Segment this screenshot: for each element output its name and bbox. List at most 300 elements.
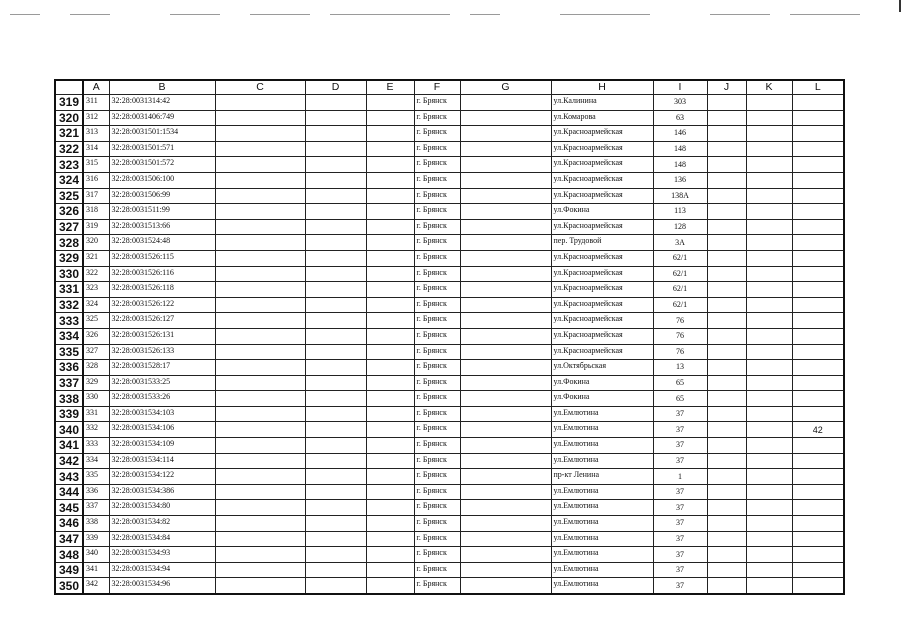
cell-k bbox=[746, 438, 792, 454]
cell-e bbox=[366, 235, 414, 251]
cell-d bbox=[305, 578, 366, 594]
table-row bbox=[55, 578, 844, 594]
cell-e bbox=[366, 531, 414, 547]
row-number: 333 bbox=[55, 313, 83, 329]
column-header-g: G bbox=[460, 80, 551, 95]
cell-d bbox=[305, 469, 366, 485]
cell-i: 65 bbox=[653, 375, 707, 391]
cell-d bbox=[305, 438, 366, 454]
cell-b: 32:28:0031534:114 bbox=[109, 453, 215, 469]
cell-k bbox=[746, 484, 792, 500]
cell-g bbox=[460, 235, 551, 251]
column-header-a: A bbox=[83, 80, 109, 95]
cell-f: г. Брянск bbox=[414, 531, 460, 547]
column-header-k: K bbox=[746, 80, 792, 95]
cell-a: 322 bbox=[83, 266, 109, 282]
cell-d bbox=[305, 313, 366, 329]
cell-k bbox=[746, 157, 792, 173]
cell-a: 334 bbox=[83, 453, 109, 469]
cell-k bbox=[746, 141, 792, 157]
cell-i: 37 bbox=[653, 500, 707, 516]
cell-l bbox=[792, 126, 844, 142]
cell-h: ул.Емлютина bbox=[551, 547, 653, 563]
cell-b: 32:28:0031533:25 bbox=[109, 375, 215, 391]
cell-a: 311 bbox=[83, 95, 109, 111]
cell-l bbox=[792, 141, 844, 157]
cell-a: 330 bbox=[83, 391, 109, 407]
cell-d bbox=[305, 188, 366, 204]
cell-e bbox=[366, 578, 414, 594]
table-row bbox=[55, 531, 844, 547]
cell-l bbox=[792, 531, 844, 547]
column-header-row bbox=[55, 80, 844, 95]
cell-b: 32:28:0031526:116 bbox=[109, 266, 215, 282]
table-row bbox=[55, 141, 844, 157]
cell-g bbox=[460, 562, 551, 578]
cell-g bbox=[460, 204, 551, 220]
cell-e bbox=[366, 95, 414, 111]
cell-e bbox=[366, 219, 414, 235]
cell-i: 76 bbox=[653, 344, 707, 360]
cell-i: 63 bbox=[653, 110, 707, 126]
cell-f: г. Брянск bbox=[414, 172, 460, 188]
row-number: 350 bbox=[55, 578, 83, 594]
cell-h: ул.Фокина bbox=[551, 391, 653, 407]
cell-i: 37 bbox=[653, 422, 707, 438]
cell-h: ул.Емлютина bbox=[551, 453, 653, 469]
row-number: 330 bbox=[55, 266, 83, 282]
cell-k bbox=[746, 235, 792, 251]
cell-c bbox=[215, 250, 305, 266]
cell-c bbox=[215, 282, 305, 298]
cell-c bbox=[215, 297, 305, 313]
row-number: 321 bbox=[55, 126, 83, 142]
column-header-i: I bbox=[653, 80, 707, 95]
cell-a: 313 bbox=[83, 126, 109, 142]
cell-l bbox=[792, 235, 844, 251]
cell-c bbox=[215, 235, 305, 251]
cell-a: 332 bbox=[83, 422, 109, 438]
cell-f: г. Брянск bbox=[414, 328, 460, 344]
cell-e bbox=[366, 172, 414, 188]
table-row bbox=[55, 126, 844, 142]
row-number: 339 bbox=[55, 406, 83, 422]
cell-g bbox=[460, 500, 551, 516]
cell-b: 32:28:0031526:131 bbox=[109, 328, 215, 344]
table-row bbox=[55, 266, 844, 282]
cell-e bbox=[366, 516, 414, 532]
table-row bbox=[55, 188, 844, 204]
row-number: 324 bbox=[55, 172, 83, 188]
cell-d bbox=[305, 297, 366, 313]
cell-j bbox=[707, 547, 746, 563]
cell-j bbox=[707, 531, 746, 547]
cell-k bbox=[746, 391, 792, 407]
cell-h: ул.Октябрьская bbox=[551, 360, 653, 376]
cell-j bbox=[707, 282, 746, 298]
cell-h: ул.Красноармейская bbox=[551, 141, 653, 157]
cell-g bbox=[460, 531, 551, 547]
cell-c bbox=[215, 360, 305, 376]
cell-i: 65 bbox=[653, 391, 707, 407]
cell-b: 32:28:0031526:127 bbox=[109, 313, 215, 329]
cell-g bbox=[460, 516, 551, 532]
cell-f: г. Брянск bbox=[414, 110, 460, 126]
cell-b: 32:28:0031501:572 bbox=[109, 157, 215, 173]
table-row bbox=[55, 484, 844, 500]
cell-h: ул.Калинина bbox=[551, 95, 653, 111]
cell-g bbox=[460, 484, 551, 500]
cell-j bbox=[707, 204, 746, 220]
cell-l bbox=[792, 266, 844, 282]
cell-a: 320 bbox=[83, 235, 109, 251]
cell-k bbox=[746, 95, 792, 111]
cell-j bbox=[707, 406, 746, 422]
cell-e bbox=[366, 157, 414, 173]
cell-g bbox=[460, 422, 551, 438]
cell-j bbox=[707, 344, 746, 360]
cell-l bbox=[792, 562, 844, 578]
cell-a: 339 bbox=[83, 531, 109, 547]
cell-j bbox=[707, 188, 746, 204]
cell-c bbox=[215, 110, 305, 126]
row-number: 326 bbox=[55, 204, 83, 220]
cell-c bbox=[215, 531, 305, 547]
cell-f: г. Брянск bbox=[414, 578, 460, 594]
cell-k bbox=[746, 219, 792, 235]
table-row bbox=[55, 204, 844, 220]
cell-d bbox=[305, 172, 366, 188]
cell-l bbox=[792, 391, 844, 407]
cell-d bbox=[305, 391, 366, 407]
cell-h: ул.Фокина bbox=[551, 204, 653, 220]
cell-e bbox=[366, 282, 414, 298]
cell-g bbox=[460, 406, 551, 422]
cell-d bbox=[305, 219, 366, 235]
cell-g bbox=[460, 547, 551, 563]
cell-a: 337 bbox=[83, 500, 109, 516]
column-header-l: L bbox=[792, 80, 844, 95]
cell-l bbox=[792, 328, 844, 344]
table-row bbox=[55, 562, 844, 578]
cell-l bbox=[792, 95, 844, 111]
cell-c bbox=[215, 578, 305, 594]
cell-g bbox=[460, 360, 551, 376]
cell-i: 76 bbox=[653, 313, 707, 329]
cell-e bbox=[366, 204, 414, 220]
cell-k bbox=[746, 547, 792, 563]
cell-a: 331 bbox=[83, 406, 109, 422]
table-row bbox=[55, 172, 844, 188]
cell-e bbox=[366, 188, 414, 204]
cell-d bbox=[305, 562, 366, 578]
cell-b: 32:28:0031526:122 bbox=[109, 297, 215, 313]
cell-b: 32:28:0031524:48 bbox=[109, 235, 215, 251]
cell-h: ул.Комарова bbox=[551, 110, 653, 126]
cell-d bbox=[305, 547, 366, 563]
cell-l bbox=[792, 172, 844, 188]
cell-f: г. Брянск bbox=[414, 313, 460, 329]
cell-a: 316 bbox=[83, 172, 109, 188]
cell-k bbox=[746, 453, 792, 469]
cell-h: ул.Красноармейская bbox=[551, 172, 653, 188]
cell-g bbox=[460, 95, 551, 111]
cell-b: 32:28:0031534:93 bbox=[109, 547, 215, 563]
cell-c bbox=[215, 344, 305, 360]
row-number: 340 bbox=[55, 422, 83, 438]
cell-g bbox=[460, 266, 551, 282]
cell-i: 62/1 bbox=[653, 282, 707, 298]
cell-b: 32:28:0031534:386 bbox=[109, 484, 215, 500]
cell-j bbox=[707, 469, 746, 485]
cell-l bbox=[792, 110, 844, 126]
cell-f: г. Брянск bbox=[414, 266, 460, 282]
cell-j bbox=[707, 235, 746, 251]
cell-g bbox=[460, 219, 551, 235]
cell-l bbox=[792, 204, 844, 220]
cell-c bbox=[215, 172, 305, 188]
cell-f: г. Брянск bbox=[414, 547, 460, 563]
cell-f: г. Брянск bbox=[414, 500, 460, 516]
cell-e bbox=[366, 562, 414, 578]
cell-l bbox=[792, 282, 844, 298]
row-number: 322 bbox=[55, 141, 83, 157]
cell-j bbox=[707, 328, 746, 344]
cell-l bbox=[792, 500, 844, 516]
cell-b: 32:28:0031526:118 bbox=[109, 282, 215, 298]
table-row bbox=[55, 406, 844, 422]
cell-c bbox=[215, 562, 305, 578]
cell-c bbox=[215, 516, 305, 532]
cell-d bbox=[305, 110, 366, 126]
cell-j bbox=[707, 126, 746, 142]
cell-h: ул.Емлютина bbox=[551, 531, 653, 547]
cell-l bbox=[792, 219, 844, 235]
cell-j bbox=[707, 250, 746, 266]
cell-e bbox=[366, 453, 414, 469]
row-number: 328 bbox=[55, 235, 83, 251]
cell-g bbox=[460, 250, 551, 266]
row-number: 329 bbox=[55, 250, 83, 266]
cell-j bbox=[707, 578, 746, 594]
cell-j bbox=[707, 391, 746, 407]
cell-c bbox=[215, 126, 305, 142]
cell-g bbox=[460, 141, 551, 157]
cell-h: ул.Емлютина bbox=[551, 438, 653, 454]
cell-a: 338 bbox=[83, 516, 109, 532]
cell-d bbox=[305, 484, 366, 500]
scan-noise bbox=[0, 14, 905, 18]
cell-g bbox=[460, 313, 551, 329]
cell-g bbox=[460, 110, 551, 126]
table-row bbox=[55, 328, 844, 344]
cell-a: 315 bbox=[83, 157, 109, 173]
cell-d bbox=[305, 500, 366, 516]
cell-d bbox=[305, 406, 366, 422]
cell-h: пр-кт Ленина bbox=[551, 469, 653, 485]
table-row bbox=[55, 219, 844, 235]
cell-i: 37 bbox=[653, 406, 707, 422]
cell-f: г. Брянск bbox=[414, 453, 460, 469]
cell-k bbox=[746, 204, 792, 220]
cell-g bbox=[460, 328, 551, 344]
cell-k bbox=[746, 282, 792, 298]
cell-g bbox=[460, 344, 551, 360]
table-row bbox=[55, 235, 844, 251]
cell-e bbox=[366, 328, 414, 344]
cell-i: 37 bbox=[653, 484, 707, 500]
cell-b: 32:28:0031534:96 bbox=[109, 578, 215, 594]
row-number: 334 bbox=[55, 328, 83, 344]
cell-k bbox=[746, 500, 792, 516]
cell-a: 321 bbox=[83, 250, 109, 266]
cell-e bbox=[366, 360, 414, 376]
table-row bbox=[55, 469, 844, 485]
cell-k bbox=[746, 531, 792, 547]
cell-l bbox=[792, 516, 844, 532]
row-number: 331 bbox=[55, 282, 83, 298]
table-row bbox=[55, 391, 844, 407]
cell-g bbox=[460, 188, 551, 204]
cell-f: г. Брянск bbox=[414, 219, 460, 235]
cell-j bbox=[707, 484, 746, 500]
cell-e bbox=[366, 297, 414, 313]
cell-k bbox=[746, 313, 792, 329]
cell-f: г. Брянск bbox=[414, 360, 460, 376]
cell-a: 314 bbox=[83, 141, 109, 157]
cell-b: 32:28:0031534:94 bbox=[109, 562, 215, 578]
cell-h: ул.Красноармейская bbox=[551, 328, 653, 344]
cell-h: ул.Красноармейская bbox=[551, 282, 653, 298]
table-row bbox=[55, 110, 844, 126]
cell-b: 32:28:0031526:133 bbox=[109, 344, 215, 360]
row-number: 346 bbox=[55, 516, 83, 532]
table-row bbox=[55, 375, 844, 391]
cell-b: 32:28:0031534:122 bbox=[109, 469, 215, 485]
cell-h: ул.Емлютина bbox=[551, 562, 653, 578]
cell-k bbox=[746, 360, 792, 376]
cell-k bbox=[746, 328, 792, 344]
cell-e bbox=[366, 469, 414, 485]
cell-b: 32:28:0031534:80 bbox=[109, 500, 215, 516]
cell-i: 146 bbox=[653, 126, 707, 142]
cell-k bbox=[746, 126, 792, 142]
cell-i: 113 bbox=[653, 204, 707, 220]
cell-f: г. Брянск bbox=[414, 235, 460, 251]
row-number: 348 bbox=[55, 547, 83, 563]
cell-h: ул.Красноармейская bbox=[551, 250, 653, 266]
cell-i: 62/1 bbox=[653, 297, 707, 313]
cell-l bbox=[792, 375, 844, 391]
cell-d bbox=[305, 141, 366, 157]
cell-f: г. Брянск bbox=[414, 438, 460, 454]
cell-c bbox=[215, 484, 305, 500]
cell-b: 32:28:0031534:103 bbox=[109, 406, 215, 422]
row-number: 336 bbox=[55, 360, 83, 376]
cell-a: 312 bbox=[83, 110, 109, 126]
cell-j bbox=[707, 516, 746, 532]
cell-j bbox=[707, 313, 746, 329]
cell-f: г. Брянск bbox=[414, 344, 460, 360]
cell-h: пер. Трудовой bbox=[551, 235, 653, 251]
cell-j bbox=[707, 297, 746, 313]
cell-f: г. Брянск bbox=[414, 282, 460, 298]
cell-b: 32:28:0031533:26 bbox=[109, 391, 215, 407]
cell-i: 136 bbox=[653, 172, 707, 188]
cell-l bbox=[792, 297, 844, 313]
row-number: 343 bbox=[55, 469, 83, 485]
cell-b: 32:28:0031534:84 bbox=[109, 531, 215, 547]
cell-c bbox=[215, 438, 305, 454]
cell-l bbox=[792, 188, 844, 204]
column-header-f: F bbox=[414, 80, 460, 95]
cell-c bbox=[215, 375, 305, 391]
cell-j bbox=[707, 375, 746, 391]
column-header-c: C bbox=[215, 80, 305, 95]
row-number: 337 bbox=[55, 375, 83, 391]
cell-c bbox=[215, 266, 305, 282]
cell-f: г. Брянск bbox=[414, 297, 460, 313]
row-number: 327 bbox=[55, 219, 83, 235]
cell-g bbox=[460, 126, 551, 142]
cell-d bbox=[305, 250, 366, 266]
cell-a: 336 bbox=[83, 484, 109, 500]
cell-h: ул.Емлютина bbox=[551, 516, 653, 532]
cell-g bbox=[460, 438, 551, 454]
cell-i: 148 bbox=[653, 157, 707, 173]
cell-k bbox=[746, 344, 792, 360]
spreadsheet-table bbox=[54, 79, 845, 595]
cell-a: 317 bbox=[83, 188, 109, 204]
cell-j bbox=[707, 95, 746, 111]
cell-h: ул.Фокина bbox=[551, 375, 653, 391]
column-header-j: J bbox=[707, 80, 746, 95]
cell-c bbox=[215, 157, 305, 173]
cell-l bbox=[792, 250, 844, 266]
cell-d bbox=[305, 360, 366, 376]
cell-f: г. Брянск bbox=[414, 516, 460, 532]
cell-a: 341 bbox=[83, 562, 109, 578]
cell-l: 42 bbox=[792, 422, 844, 438]
cell-j bbox=[707, 422, 746, 438]
cell-j bbox=[707, 562, 746, 578]
cell-c bbox=[215, 422, 305, 438]
cell-k bbox=[746, 172, 792, 188]
table-row bbox=[55, 250, 844, 266]
column-header-h: H bbox=[551, 80, 653, 95]
cell-d bbox=[305, 157, 366, 173]
cell-d bbox=[305, 531, 366, 547]
cell-k bbox=[746, 375, 792, 391]
cell-j bbox=[707, 438, 746, 454]
table-row bbox=[55, 547, 844, 563]
row-number: 338 bbox=[55, 391, 83, 407]
cell-j bbox=[707, 110, 746, 126]
cell-g bbox=[460, 375, 551, 391]
cell-c bbox=[215, 406, 305, 422]
cell-h: ул.Емлютина bbox=[551, 484, 653, 500]
cell-c bbox=[215, 95, 305, 111]
table-row bbox=[55, 453, 844, 469]
cell-h: ул.Красноармейская bbox=[551, 188, 653, 204]
cell-l bbox=[792, 484, 844, 500]
cell-l bbox=[792, 406, 844, 422]
cell-l bbox=[792, 360, 844, 376]
cell-a: 335 bbox=[83, 469, 109, 485]
cell-j bbox=[707, 141, 746, 157]
cell-d bbox=[305, 516, 366, 532]
cell-b: 32:28:0031511:99 bbox=[109, 204, 215, 220]
